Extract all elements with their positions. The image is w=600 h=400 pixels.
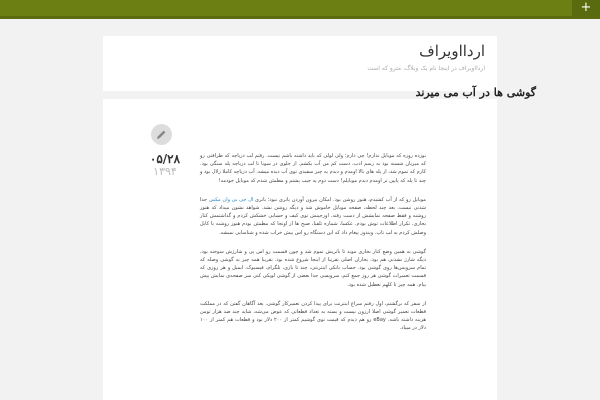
phone-model-link[interactable]: ال جی بی وان مکس — [208, 196, 254, 203]
post-date-year: ۱۳۹۴ — [153, 165, 177, 178]
post-paragraph: گوشی به همین وضع کنار بخاری موند تا باتریش تموم شد و چون قسمت رو اس پی و شارژش سوخته بود، دیگه شارژ نشدنی هم بود. بخاران اصلی تقریبا از اینجا شروع شده بود. تقریبا همه چیز به گوشی وصله که تمام سرویس‌ها روی گوشی بود. حساب بانکی اینترنتی، چند تا بازی، تلگرام، فیسبوک، ایمیل و هر روزی که قسمت تعمیرات گوشی هر روز جمع کنم، سرویسی جدا بعضی از گوشی لوپکی کنی سر صفحه‌ی نمایش پیش بیام. همه چیز تا کلهم تعطیل شده بود. — [200, 248, 426, 288]
pencil-icon — [156, 129, 167, 140]
edit-post-button[interactable] — [151, 124, 172, 145]
site-header — [103, 36, 497, 92]
post-content — [200, 152, 426, 344]
site-title[interactable]: اردااویراف — [419, 42, 485, 60]
paragraph-text: جدا شدنی نیست. بعد چند لحظه، صفحه موبایل خاموش شد و دیگه روشن نشد. شواهد نشون میداد که هنوز روشنه و فقط صفحه نمایشش از دست رفته. اورجینش توی کیف و حسابی خشکش کردم و گذاشتمش کنار بخاری. تکرار اطلاعات توش بودم. عکسا، شماره تلفنا، صبح ها از اونجا که مطمئن بودم هنوز روشنه با کابل وصلش کردم به لپ تاپ. ویندوز پیغام داد که این دستگاه رو اس پیش خراب شده و شناسایی نمیشه. — [200, 196, 426, 236]
post-date-month-day: ۰۵/۲۸ — [149, 152, 181, 166]
admin-bar — [0, 0, 600, 16]
post-paragraph: نوزده روزه که موبایل ندارم! چی دارم؛ ولی لولی که باید داشته باشم نیست. رفتم لب دریاچه که ظرافتی رو که میزبان شسته بود به رسم ادب، دست کم من آب بکشم. از جلوی در سونا تا لب دریاچه پله سنگی بود. کارم که تموم شد، از پله های بالا اومدم و دیدم یه چیز سفیدی توی آب دیده میشه. آب دریاچه کاملا زلال بود و چند تا پله که پایین تر اومدم دیدم موبایلم! دست دوم یه جیب پشتم و مطمئن شدم که موبایل خودمه! — [200, 153, 426, 184]
post-title[interactable]: گوشی ها در آب می میرند — [415, 86, 536, 99]
plus-icon[interactable]: + — [572, 0, 600, 16]
post-paragraph: از سفر که برگشتم، اول رفتم سراغ اینترنت برای پیدا کردن تعمیرکار گوشی. بعد آگاهان گفتن که در مملکت قطعات تعمیر گوشی اصلا ارزون نیست و بسته به تعداد قطعاتی که عوض می‌شه، شاید چند صد هزار تومن هزینه داشته باشه. eBay رو هم دیدم که قیمت نوی گوشیم کمتر از ۲۰۰ دلار بود و قطعات هم کمتر از ۱۰۰ دلار در مییاد. — [200, 300, 426, 332]
site-description: اردااویراف در اینجا نام یک وبلاگ، مترو که است — [367, 65, 485, 72]
header-stripe — [0, 16, 600, 19]
post-paragraph — [200, 196, 426, 237]
paragraph-text: موبایل رو که از آب کشیدم، هنوز روشن بود. امکان بیرون آوردن باتری نبود؛ باتری — [253, 196, 426, 203]
